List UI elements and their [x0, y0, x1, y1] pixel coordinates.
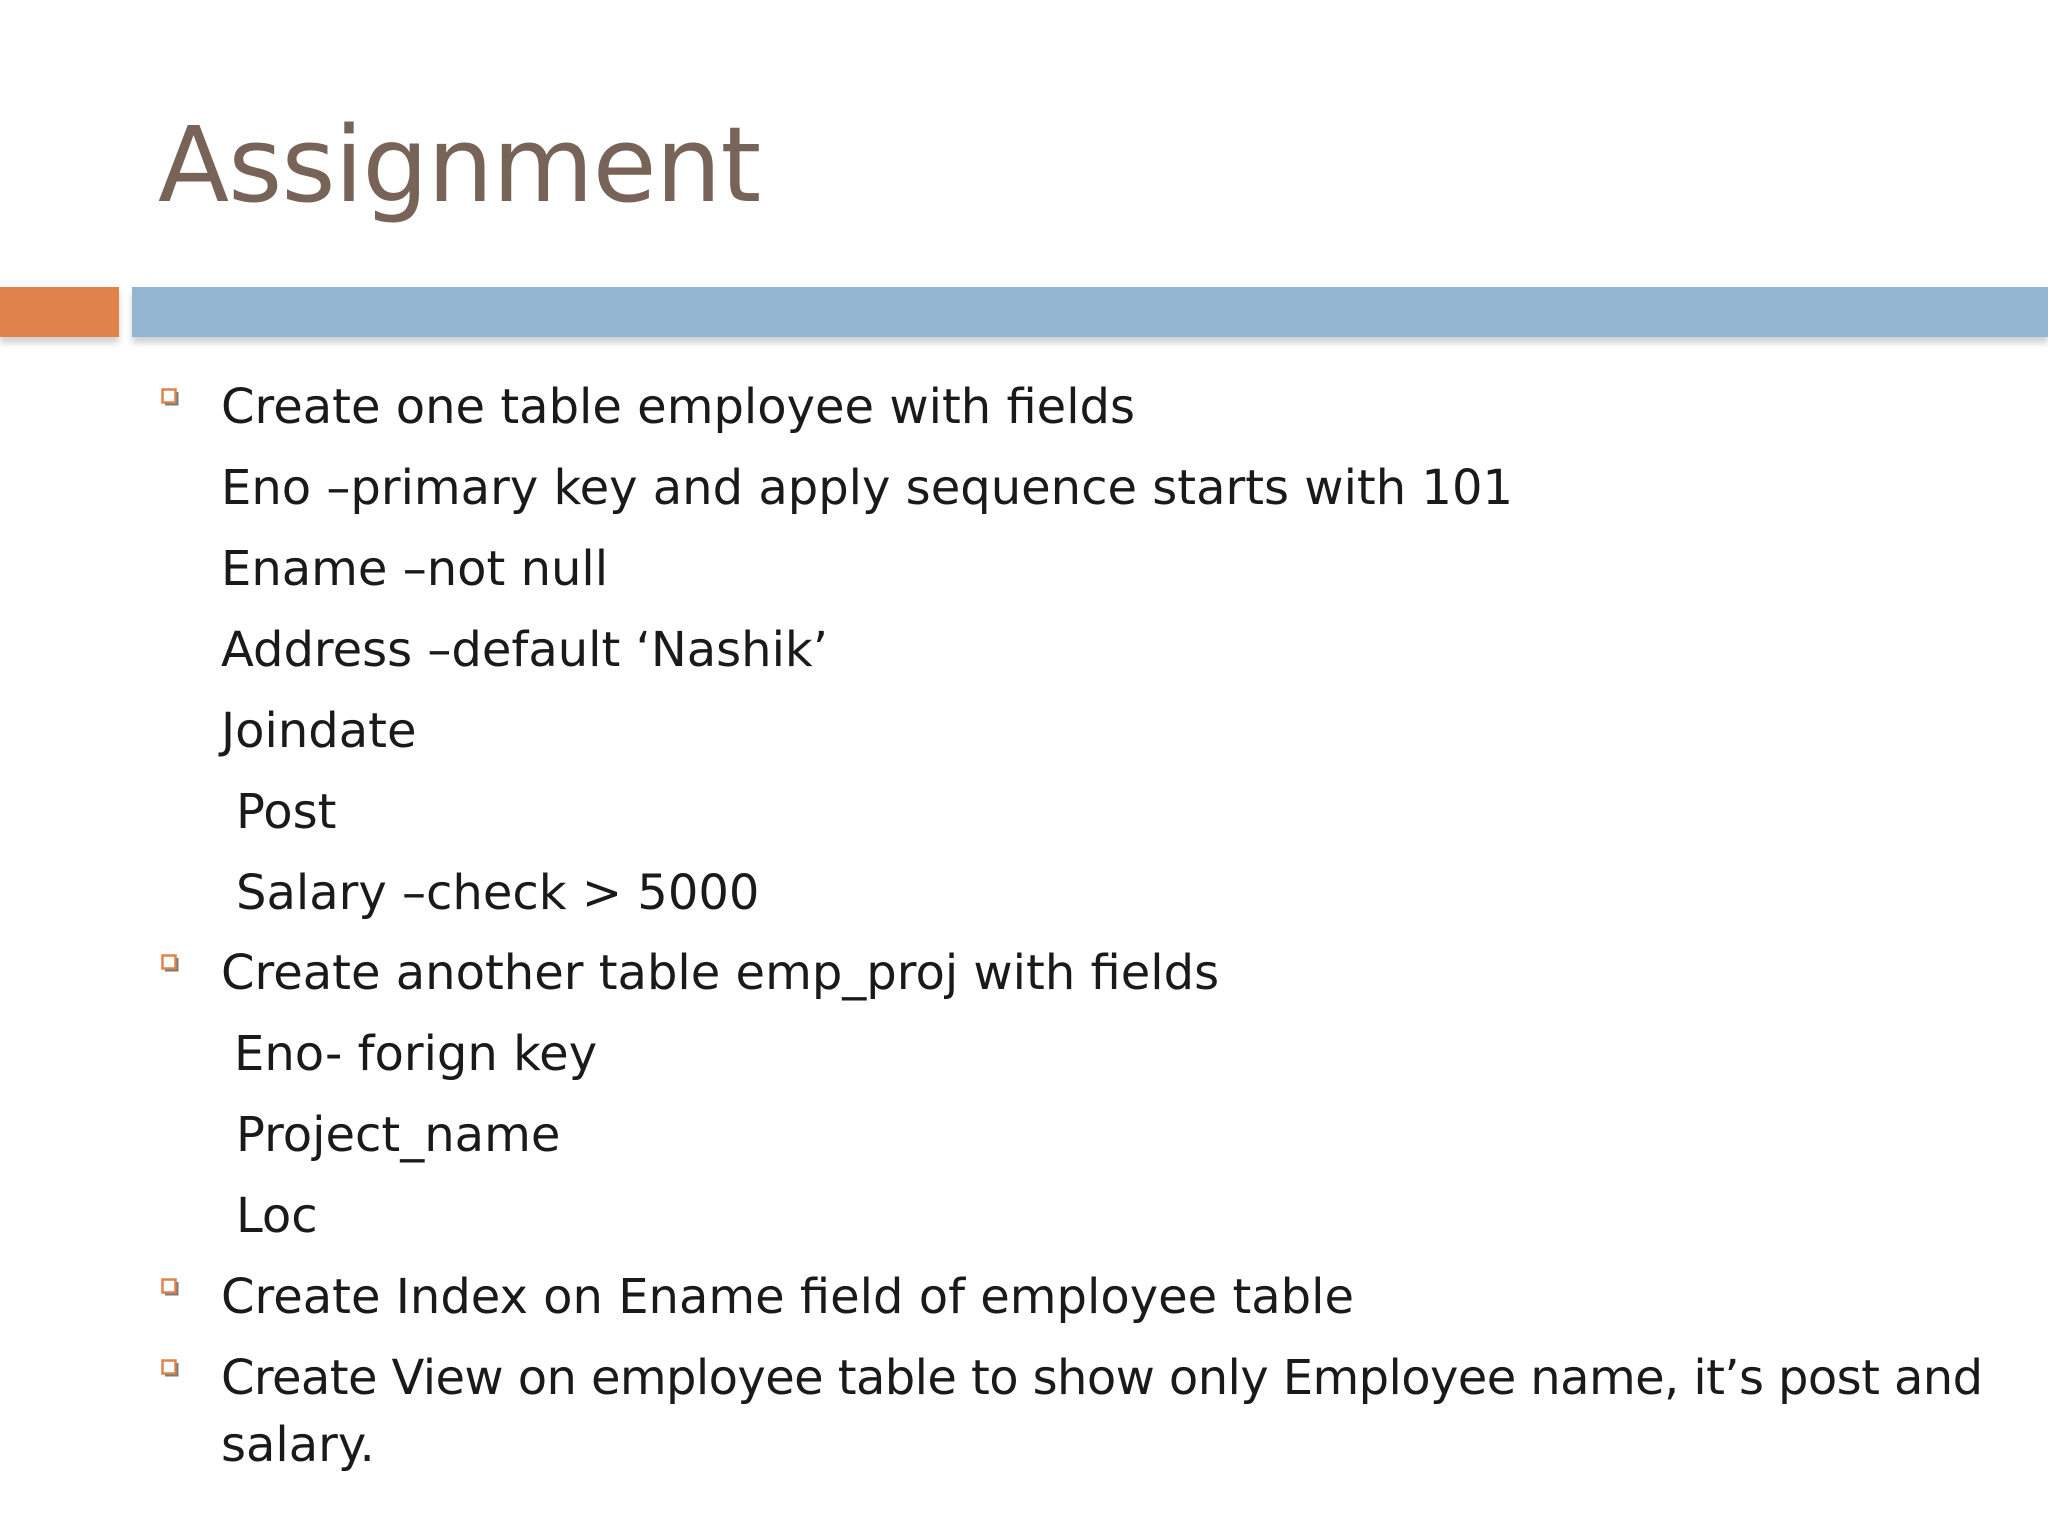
sub-item: Salary –check > 5000	[236, 865, 760, 921]
bullet-item: Create View on employee table to show only Employee name, it’s post and	[221, 1350, 1983, 1406]
hollow-square-bullet-icon	[160, 1277, 180, 1297]
sub-item: Eno –primary key and apply sequence starts with 101	[221, 460, 1514, 516]
hollow-square-bullet-icon	[160, 1358, 180, 1378]
bullet-item: Create one table employee with fields	[221, 379, 1136, 435]
sub-item: Address –default ‘Nashik’	[221, 622, 828, 678]
sub-item: Eno- forign key	[234, 1026, 598, 1082]
sub-item: Post	[236, 784, 337, 840]
accent-bar-blue	[132, 287, 2048, 337]
hollow-square-bullet-icon	[160, 387, 180, 407]
hollow-square-bullet-icon	[160, 953, 180, 973]
bullet-item: Create another table emp_proj with fields	[221, 945, 1220, 1001]
slide-title: Assignment	[158, 104, 761, 226]
sub-item: Ename –not null	[221, 541, 609, 597]
accent-bar-orange	[0, 287, 119, 337]
sub-item: Loc	[236, 1188, 318, 1244]
bullet-item: Create Index on Ename field of employee table	[221, 1269, 1355, 1325]
sub-item: Joindate	[221, 703, 417, 759]
sub-item: Project_name	[236, 1107, 561, 1163]
bullet-continuation: salary.	[221, 1417, 375, 1473]
